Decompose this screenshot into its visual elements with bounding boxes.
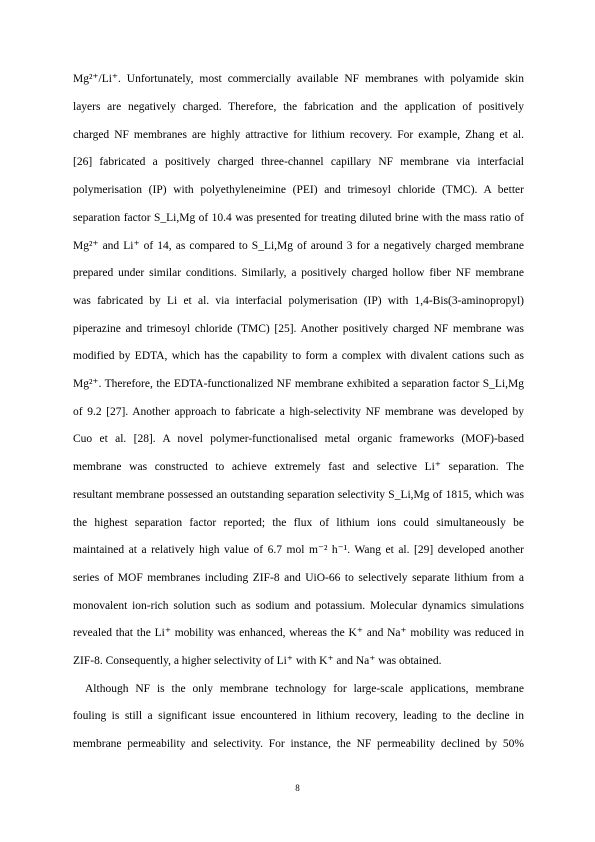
- text-line: layers are negatively charged. Therefore, the fabrication and the application of positively: [73, 101, 524, 113]
- text-line: the highest separation factor reported; the flux of lithium ions could simultaneously be: [73, 517, 524, 529]
- text-line: charged NF membranes are highly attractive for lithium recovery. For example, Zhang et al.: [73, 129, 524, 141]
- text-line: piperazine and trimesoyl chloride (TMC) [25]. Another positively charged NF membrane was: [73, 323, 524, 335]
- text-line: Mg²⁺. Therefore, the EDTA-functionalized NF membrane exhibited a separation factor S_Li,Mg: [73, 378, 524, 390]
- text-line: revealed that the Li⁺ mobility was enhanced, whereas the K⁺ and Na⁺ mobility was reduced in: [73, 627, 524, 639]
- text-line: membrane permeability and selectivity. For instance, the NF permeability declined by 50%: [73, 738, 524, 750]
- text-line: Although NF is the only membrane technology for large-scale applications, membrane: [85, 683, 524, 695]
- text-line: series of MOF membranes including ZIF-8 and UiO-66 to selectively separate lithium from a: [73, 572, 524, 584]
- text-line: Mg²⁺ and Li⁺ of 14, as compared to S_Li,Mg of around 3 for a negatively charged membrane: [73, 240, 524, 252]
- page-number: 8: [295, 783, 300, 793]
- text-line: modified by EDTA, which has the capability to form a complex with divalent cations such as: [73, 350, 524, 362]
- text-line: prepared under similar conditions. Similarly, a positively charged hollow fiber NF membrane: [73, 267, 524, 279]
- text-line: maintained at a relatively high value of 6.7 mol m⁻² h⁻¹. Wang et al. [29] developed another: [73, 544, 524, 556]
- text-line: Cuo et al. [28]. A novel polymer-functionalised metal organic frameworks (MOF)-based: [73, 433, 524, 445]
- text-line: Mg²⁺/Li⁺. Unfortunately, most commercially available NF membranes with polyamide skin: [73, 73, 524, 85]
- text-line: separation factor S_Li,Mg of 10.4 was presented for treating diluted brine with the mass ratio of: [73, 212, 524, 224]
- text-line: ZIF-8. Consequently, a higher selectivity of Li⁺ with K⁺ and Na⁺ was obtained.: [73, 655, 442, 667]
- text-line: resultant membrane possessed an outstanding separation selectivity S_Li,Mg of 1815, which was: [73, 489, 524, 501]
- text-line: polymerisation (IP) with polyethyleneimine (PEI) and trimesoyl chloride (TMC). A better: [73, 184, 524, 196]
- text-line: [26] fabricated a positively charged three-channel capillary NF membrane via interfacial: [73, 156, 524, 168]
- text-line: membrane was constructed to achieve extremely fast and selective Li⁺ separation. The: [73, 461, 524, 473]
- text-line: monovalent ion-rich solution such as sodium and potassium. Molecular dynamics simulations: [73, 600, 524, 612]
- text-line: fouling is still a significant issue encountered in lithium recovery, leading to the decline in: [73, 710, 524, 722]
- text-line: was fabricated by Li et al. via interfacial polymerisation (IP) with 1,4-Bis(3-aminopropyl): [73, 295, 524, 307]
- text-line: of 9.2 [27]. Another approach to fabricate a high-selectivity NF membrane was developed by: [73, 406, 524, 418]
